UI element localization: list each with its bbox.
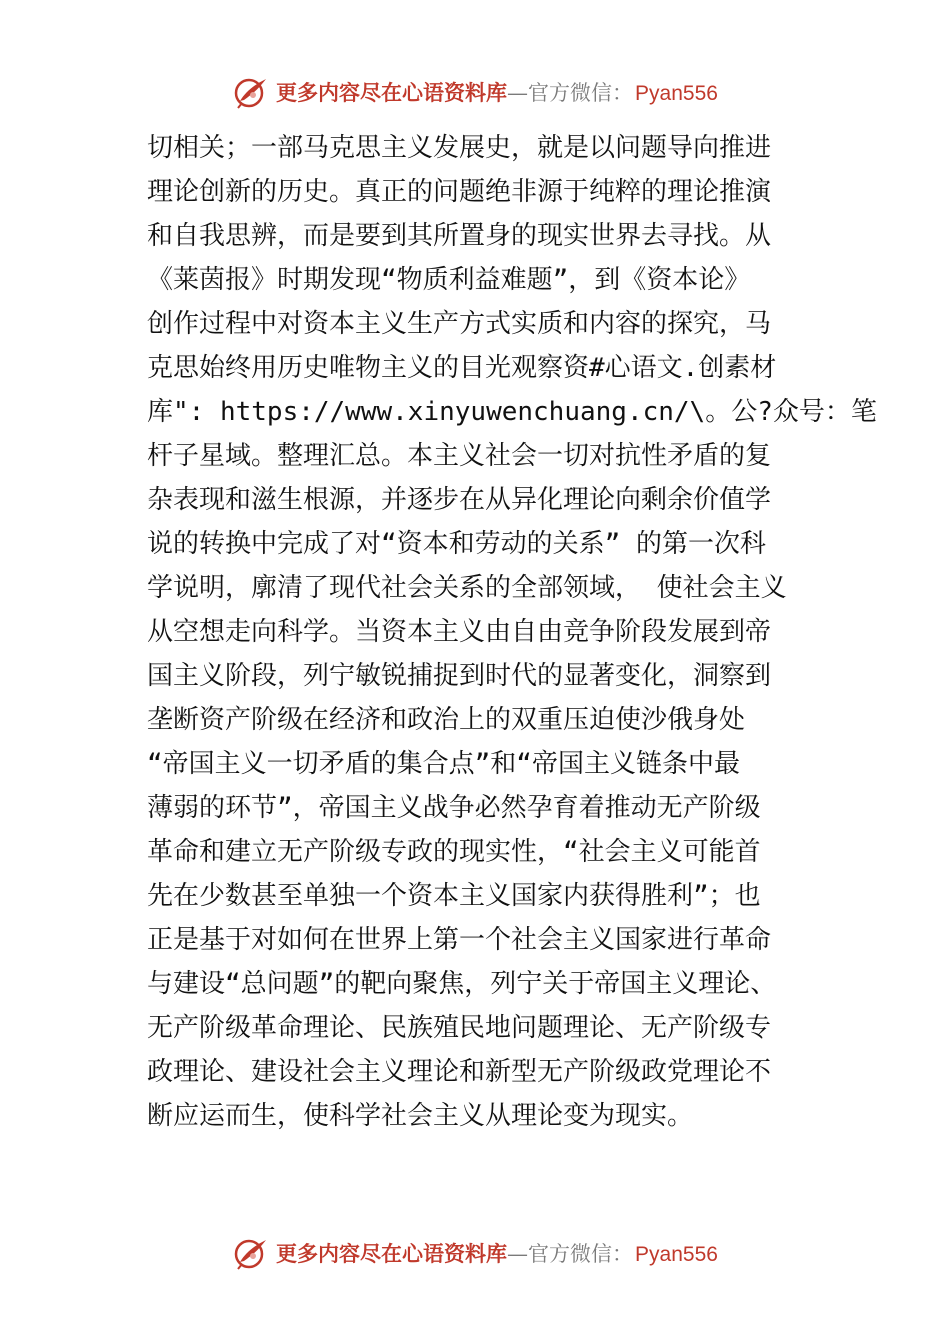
- footer-banner-main: 更多内容尽在心语资料库: [276, 1241, 508, 1266]
- footer-banner-id: Pyan556: [635, 1243, 718, 1266]
- header-banner-main: 更多内容尽在心语资料库: [276, 80, 508, 105]
- footer-banner: [0, 1231, 950, 1275]
- body-line: 断应运而生，使科学社会主义从理论变为现实。: [147, 1101, 694, 1131]
- header-banner-sub: —官方微信：: [507, 81, 634, 105]
- header-banner-id: Pyan556: [635, 82, 718, 105]
- body-line: 《莱茵报》时期发现“物质利益难题”，到《资本论》: [147, 265, 751, 295]
- quill-logo-icon: [232, 73, 270, 111]
- document-body: [147, 126, 877, 1138]
- body-line: 杂表现和滋生根源，并逐步在从异化理论向剩余价值学: [147, 485, 772, 515]
- body-line: 从空想走向科学。当资本主义由自由竞争阶段发展到帝: [147, 617, 772, 647]
- body-line: 和自我思辨，而是要到其所置身的现实世界去寻找。从: [147, 221, 772, 251]
- body-line: 国主义阶段，列宁敏锐捕捉到时代的显著变化，洞察到: [147, 661, 772, 691]
- body-line: 薄弱的环节”，帝国主义战争必然孕育着推动无产阶级: [147, 793, 761, 823]
- body-line: 正是基于对如何在世界上第一个社会主义国家进行革命: [147, 925, 772, 955]
- body-line: 杆子星域。整理汇总。本主义社会一切对抗性矛盾的复: [147, 441, 772, 471]
- body-line: 说的转换中完成了对“资本和劳动的关系” 的第一次科: [147, 529, 766, 559]
- header-banner: [0, 70, 950, 114]
- body-line: 切相关；一部马克思主义发展史，就是以问题导向推进: [147, 133, 772, 163]
- body-line: 克思始终用历史唯物主义的目光观察资#心语文.创素材: [147, 353, 777, 383]
- footer-banner-text: [276, 1238, 718, 1268]
- body-line: 先在少数甚至单独一个资本主义国家内获得胜利”；也: [147, 881, 761, 911]
- header-banner-text: [276, 77, 718, 107]
- body-line: 学说明，廓清了现代社会关系的全部领域， 使社会主义: [147, 573, 787, 603]
- footer-banner-sub: —官方微信：: [507, 1242, 634, 1266]
- body-line: 创作过程中对资本主义生产方式实质和内容的探究，马: [147, 309, 772, 339]
- body-line: 库": https://www.xinyuwenchuang.cn/\。公?众号：笔: [147, 397, 877, 427]
- body-line: 政理论、建设社会主义理论和新型无产阶级政党理论不: [147, 1057, 772, 1087]
- body-line: 无产阶级革命理论、民族殖民地问题理论、无产阶级专: [147, 1013, 772, 1043]
- body-line: 与建设“总问题”的靶向聚焦，列宁关于帝国主义理论、: [147, 969, 777, 999]
- quill-logo-icon: [232, 1234, 270, 1272]
- body-line: “帝国主义一切矛盾的集合点”和“帝国主义链条中最: [147, 749, 740, 779]
- body-line: 垄断资产阶级在经济和政治上的双重压迫使沙俄身处: [147, 705, 746, 735]
- body-line: 理论创新的历史。真正的问题绝非源于纯粹的理论推演: [147, 177, 772, 207]
- body-line: 革命和建立无产阶级专政的现实性，“社会主义可能首: [147, 837, 761, 867]
